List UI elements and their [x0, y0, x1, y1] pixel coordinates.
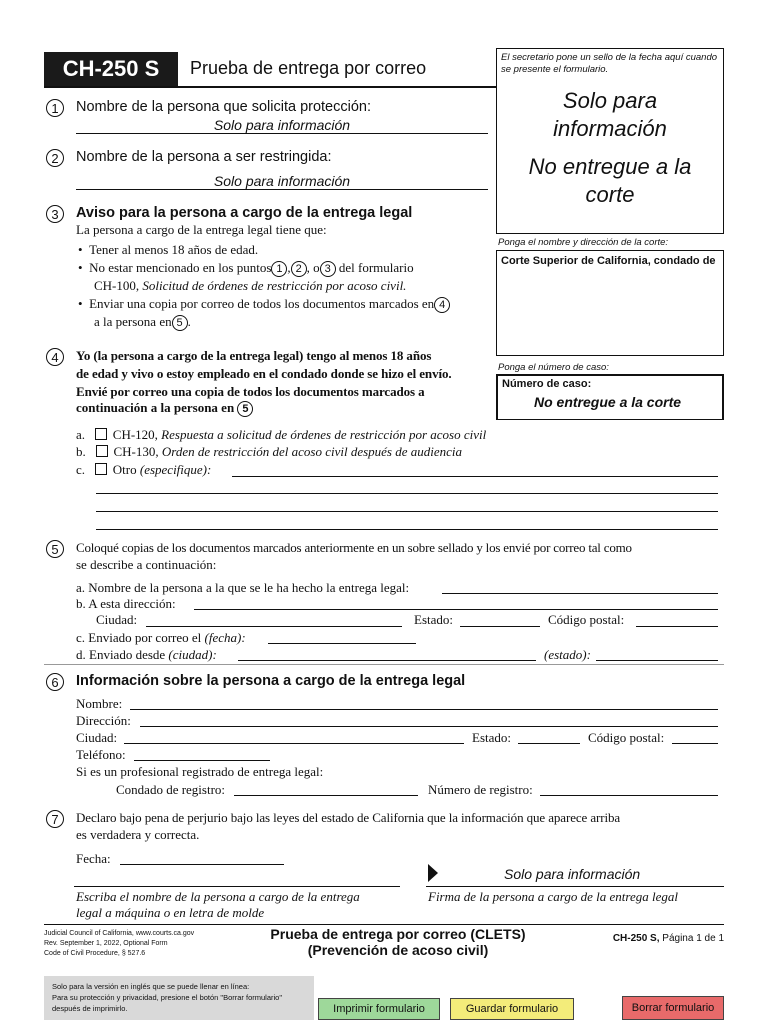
ref-item-1: 1 [271, 261, 287, 277]
item-4b-checkbox[interactable] [96, 445, 108, 457]
item-4-marker: 4 [46, 348, 64, 366]
item-6-regnum-field[interactable] [540, 795, 718, 796]
item-6-county-field[interactable] [234, 795, 418, 796]
item-6-phone-label: Teléfono: [76, 747, 126, 762]
footer-page [580, 933, 724, 944]
footer-meta-3: Code of Civil Procedure, § 527.6 [44, 950, 146, 957]
item-5b-field[interactable] [194, 609, 718, 610]
item-5d-pre: d. Enviado desde [76, 647, 166, 662]
online-notice [44, 976, 314, 1020]
item-1-title: Nombre de la persona que solicita protección: [76, 99, 371, 115]
divider-5-6 [44, 664, 724, 665]
bullet-2-sep1: , [287, 260, 291, 275]
item-2-title: Nombre de la persona a ser restringida: [76, 149, 332, 165]
ch100-code: CH-100, [94, 278, 140, 293]
item-6-state-label: Estado: [472, 730, 511, 745]
item-4-line-1: Yo (la persona a cargo de la entrega legal) tengo al menos 18 años [76, 348, 432, 363]
item-6-phone-field[interactable] [134, 760, 270, 761]
item-5a-label: a. Nombre de la persona a la que se le ha hecho la entrega legal: [76, 580, 410, 595]
item-7-name-caption-1: Escriba el nombre de la persona a cargo de la entrega [76, 889, 360, 904]
item-7-signature-field[interactable] [426, 886, 724, 887]
form-title: Prueba de entrega por correo [190, 58, 427, 78]
bullet-3-line2: a la persona en [94, 314, 172, 329]
court-label: Ponga el nombre y dirección de la corte: [498, 237, 669, 248]
footer-meta-2: Rev. September 1, 2022, Optional Form [44, 940, 168, 947]
print-form-button[interactable]: Imprimir formulario [318, 998, 440, 1020]
item-6-title: Información sobre la persona a cargo de la entrega legal [76, 673, 466, 689]
item-3-bullet-2: • No estar mencionado en los puntos 1 , 2 , o 3 del formulario [78, 260, 414, 276]
item-7-line-2: es verdadera y correcta. [76, 827, 200, 842]
item-7-line-1: Declaro bajo pena de perjurio bajo las leyes del estado de California que la información que aparece arriba [76, 810, 621, 825]
item-3-bullet-3-line2 [94, 314, 191, 331]
item-1-marker: 1 [46, 99, 64, 117]
bullet-1-text: Tener al menos 18 años de edad. [89, 242, 259, 257]
ref-item-5: 5 [172, 315, 188, 331]
ref-item-4: 4 [434, 297, 450, 313]
item-7-marker: 7 [46, 810, 64, 828]
item-5d-it: (ciudad): [168, 647, 217, 662]
form-code-badge: CH-250 S [44, 52, 178, 86]
item-6-pro-label: Si es un profesional registrado de entrega legal: [76, 764, 324, 779]
item-6-address-label: Dirección: [76, 713, 131, 728]
clerk-stamp-info: Solo para información [553, 88, 667, 141]
clerk-note: El secretario pone un sello de la fecha aquí cuando se presente el formulario. [501, 52, 718, 75]
bullet-3-pre: Enviar una copia por correo de todos los documentos marcados en [89, 296, 435, 311]
online-notice-3: después de imprimirlo. [52, 1004, 128, 1013]
case-label: Ponga el número de caso: [498, 362, 609, 373]
item-5-state-label: Estado: [414, 612, 453, 627]
court-value: Corte Superior de California, condado de [501, 255, 716, 267]
item-5-zip-label: Código postal: [548, 612, 625, 627]
item-5a-field[interactable] [442, 593, 718, 594]
item-3-bullet-3: • Enviar una copia por correo de todos los documentos marcados en 4 [78, 296, 450, 313]
item-4a [76, 427, 486, 443]
item-5-line-2: se describe a continuación: [76, 557, 217, 572]
bullet-2-post: del formulario [338, 260, 414, 275]
item-7-date-field[interactable] [120, 864, 284, 865]
item-3-marker: 3 [46, 205, 64, 223]
bullet-2-sep2: , o [306, 260, 320, 275]
item-3-title: Aviso para la persona a cargo de la entrega legal [76, 205, 413, 221]
item-4a-letter: a. [76, 427, 86, 442]
item-4c-text: Otro [112, 462, 137, 477]
item-4c-field-4[interactable] [96, 529, 718, 530]
item-6-city-field[interactable] [124, 743, 464, 744]
item-3-intro: La persona a cargo de la entrega legal tiene que: [76, 222, 327, 237]
clerk-stamp-box [496, 48, 724, 234]
footer-title-2: (Prevención de acoso civil) [307, 942, 489, 958]
item-2-value[interactable]: Solo para información [76, 173, 488, 190]
item-4a-code: CH-120, [112, 427, 158, 442]
item-6-marker: 6 [46, 673, 64, 691]
bullet-3-end: . [187, 314, 191, 329]
item-4c-field-2[interactable] [96, 493, 718, 494]
item-4a-checkbox[interactable] [95, 428, 107, 440]
item-6-city-label: Ciudad: [76, 730, 118, 745]
item-5d-state-label [544, 647, 591, 663]
case-box[interactable] [496, 374, 724, 420]
item-4c-letter: c. [76, 462, 86, 477]
item-4c [76, 462, 211, 478]
clear-form-button[interactable]: Borrar formulario [622, 996, 724, 1020]
ref-item-5b: 5 [237, 401, 253, 417]
online-notice-2: Para su protección y privacidad, presione el botón "Borrar formulario" [52, 993, 283, 1002]
item-2-marker: 2 [46, 149, 64, 167]
item-5-zip-field[interactable] [636, 626, 718, 627]
item-5c-it: (fecha): [204, 630, 246, 645]
item-6-zip-field[interactable] [672, 743, 718, 744]
clerk-stamp-noserve: No entregue a la corte [528, 154, 692, 207]
signature-arrow-icon [428, 864, 438, 882]
footer-title-1: Prueba de entrega por correo (CLETS) [270, 926, 526, 942]
item-4b-letter: b. [76, 444, 86, 459]
item-4a-title: Respuesta a solicitud de órdenes de restricción por acoso civil [161, 427, 487, 442]
ref-item-3: 3 [320, 261, 336, 277]
item-4-line-3: Envié por correo una copia de todos los documentos marcados a [76, 384, 425, 399]
online-notice-1: Solo para la versión en inglés que se puede llenar en línea: [52, 982, 250, 991]
item-5c-label [76, 630, 246, 646]
item-5b-label: b. A esta dirección: [76, 596, 176, 611]
item-6-zip-label: Código postal: [588, 730, 665, 745]
item-6-county-label: Condado de registro: [116, 782, 226, 797]
item-5-line-1: Coloqué copias de los documentos marcados anteriormente en un sobre sellado y los envié por correo tal como [76, 540, 632, 555]
item-5c-field[interactable] [268, 643, 416, 644]
item-5-city-field[interactable] [146, 626, 402, 627]
item-4c-field-3[interactable] [96, 511, 718, 512]
item-4b-code: CH-130, [113, 444, 159, 459]
item-5-state-field[interactable] [460, 626, 540, 627]
item-5-city-label: Ciudad: [96, 612, 138, 627]
item-3-bullet-1: • Tener al menos 18 años de edad. [78, 242, 259, 257]
item-7-date-label: Fecha: [76, 851, 111, 866]
item-7-name-field[interactable] [74, 886, 400, 887]
item-4-line-4 [76, 400, 253, 417]
item-7-name-caption-2: legal a máquina o en letra de molde [76, 905, 265, 920]
item-5c-pre: c. Enviado por correo el [76, 630, 202, 645]
case-number-label: Número de caso: [502, 378, 592, 390]
court-box[interactable] [496, 250, 724, 356]
footer-rule [44, 924, 724, 925]
item-4b [76, 444, 462, 460]
item-5d-label [76, 647, 217, 663]
footer-page-text: Página 1 de 1 [662, 933, 724, 944]
item-5-marker: 5 [46, 540, 64, 558]
item-4b-title: Orden de restricción del acoso civil después de audiencia [161, 444, 463, 459]
bullet-2-pre: No estar mencionado en los puntos [89, 260, 272, 275]
item-4-line-4-text: continuación a la persona en [76, 400, 235, 415]
item-6-name-field[interactable] [130, 709, 718, 710]
case-number-value: No entregue a la corte [534, 394, 682, 410]
item-7-sig-caption: Firma de la persona a cargo de la entrega legal [428, 889, 678, 904]
item-5d-city-field[interactable] [238, 660, 536, 661]
item-4c-spec: (especifique): [139, 462, 212, 477]
item-6-state-field[interactable] [518, 743, 580, 744]
ch100-title: Solicitud de órdenes de restricción por acoso civil. [142, 278, 407, 293]
item-6-regnum-label: Número de registro: [428, 782, 533, 797]
item-5d-state-field[interactable] [596, 660, 718, 661]
item-6-address-field[interactable] [140, 726, 718, 727]
ref-item-2: 2 [291, 261, 307, 277]
header-rule [44, 86, 496, 88]
item-7-signature-value[interactable]: Solo para información [504, 866, 641, 882]
item-4c-field[interactable] [232, 476, 718, 477]
item-4-line-2: de edad y vivo o estoy empleado en el condado donde se hizo el envío. [76, 366, 452, 381]
item-5d-state-it: (estado): [544, 647, 591, 662]
item-3-bullet-2-line2 [94, 278, 406, 294]
footer-meta-1: Judicial Council of California, www.courts.ca.gov [44, 930, 195, 937]
footer-page-code: CH-250 S, [612, 933, 660, 944]
item-6-name-label: Nombre: [76, 696, 123, 711]
save-form-button[interactable]: Guardar formulario [450, 998, 574, 1020]
item-4c-checkbox[interactable] [95, 463, 107, 475]
item-1-value[interactable]: Solo para información [76, 117, 488, 134]
